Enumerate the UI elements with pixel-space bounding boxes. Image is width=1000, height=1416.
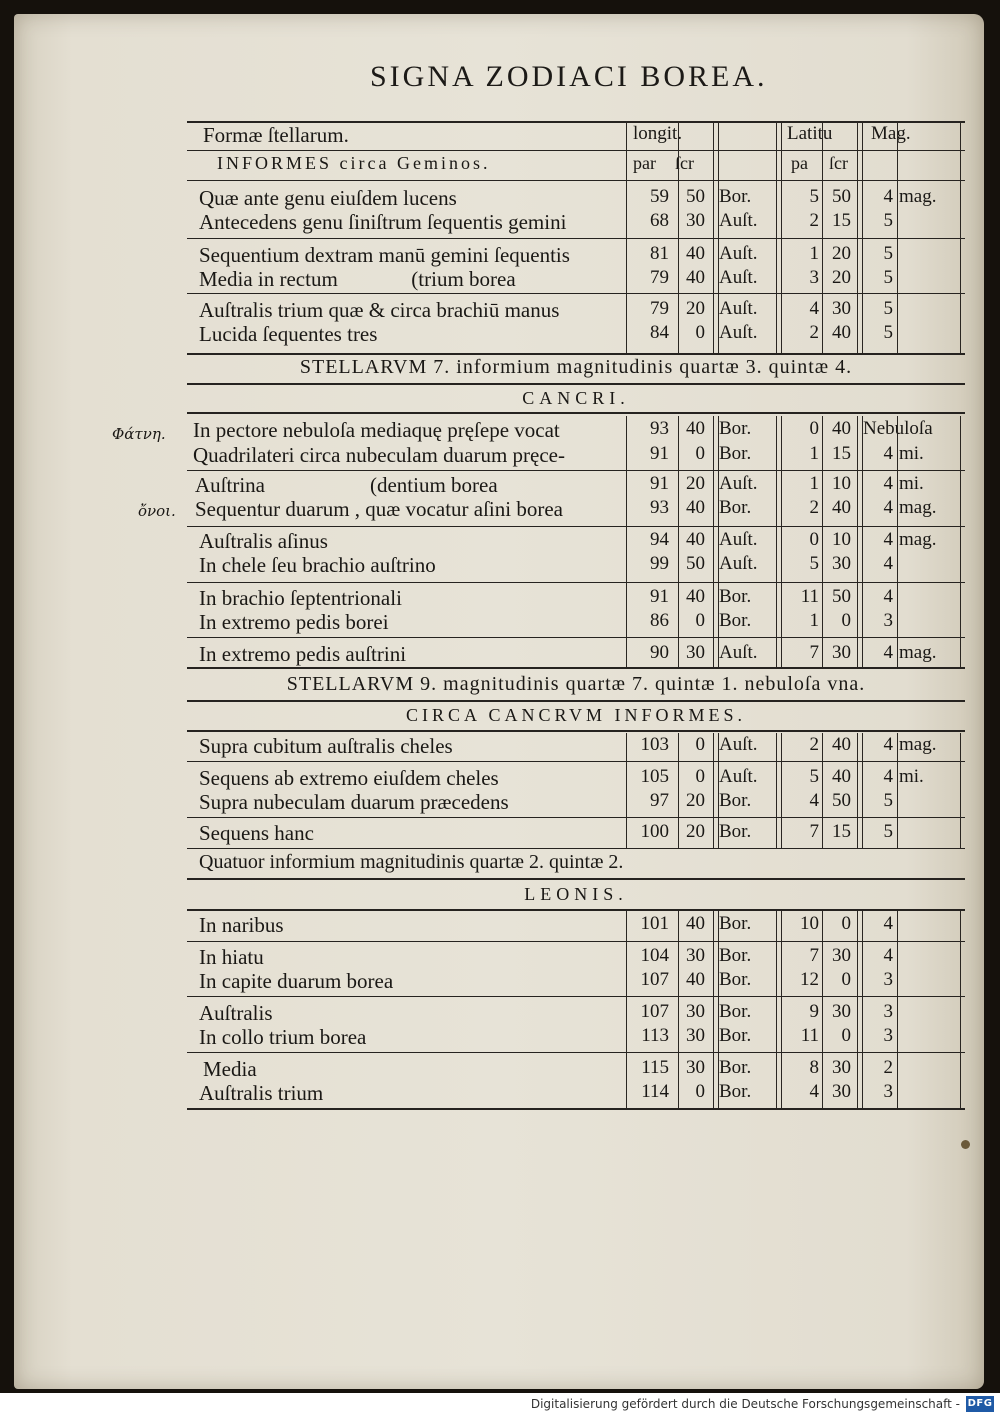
column-rule: [713, 416, 714, 667]
column-rule: [713, 911, 714, 1108]
table-row: In capite duarum borea 107 40 Bor. 12 0 3: [199, 969, 893, 993]
rule: [187, 667, 965, 669]
gemini-rows: [187, 186, 965, 356]
column-rule: [713, 121, 714, 353]
informes-heading-row: [187, 153, 965, 181]
column-rule: [776, 121, 777, 353]
summary-circa-row: [187, 851, 965, 879]
header-par: par: [633, 153, 656, 173]
summary-circa: Quatuor informium magnitudinis quartæ 2. quintæ 2.: [199, 851, 624, 873]
column-rule: [857, 121, 858, 353]
column-rule: [960, 911, 961, 1108]
table-row: Sequentium dextram manū gemini ſequentis 81 40 Auſt. 1 20 5: [199, 243, 893, 267]
dfg-logo-icon: DFG: [966, 1396, 994, 1412]
header-forma: Formæ ſtellarum.: [203, 123, 349, 147]
table-row: Auſtrina (dentium borea 91 20 Auſt. 1 10 4 mi.: [195, 473, 924, 497]
column-rule: [822, 416, 823, 667]
column-rule: [776, 416, 777, 667]
table-row: Quæ ante genu eiuſdem lucens 59 50 Bor. 5 50 4 mag.: [199, 186, 937, 210]
table-row: In chele ſeu brachio auſtrino 99 50 Auſt. 5 30 4: [199, 553, 893, 577]
column-rule: [626, 733, 627, 848]
rule: [187, 293, 965, 294]
rule: [187, 526, 965, 527]
summary-gemini-row: [187, 356, 965, 384]
column-rule: [857, 733, 858, 848]
circa-heading-row: [187, 705, 965, 731]
leonis-heading-row: [187, 884, 965, 910]
table-row: Auſtralis trium 114 0 Bor. 4 30 3: [199, 1081, 893, 1105]
header-latitu: Latitu: [787, 123, 833, 144]
rule: [187, 848, 965, 849]
column-rule: [626, 121, 627, 353]
leonis-rows: [187, 913, 965, 1113]
table-header: [187, 123, 965, 151]
rule-bottom: [187, 1108, 965, 1110]
column-rule: [960, 121, 961, 353]
table-row: Antecedens genu ſiniſtrum ſequentis gemini 68 30 Auſt. 2 15 5: [199, 210, 893, 234]
table-row: Auſtralis trium quæ & circa brachiū manus 79 20 Auſt. 4 30 5: [199, 298, 893, 322]
rule: [187, 878, 965, 880]
rule: [187, 383, 965, 385]
column-rule: [862, 121, 863, 353]
informes-heading: INFORMES circa Geminos.: [217, 153, 491, 173]
cancri-rows: [187, 418, 965, 668]
table-row: In collo trium borea 113 30 Bor. 11 0 3: [199, 1025, 893, 1049]
column-rule: [897, 121, 898, 353]
header-pa: pa: [791, 153, 808, 173]
summary-cancri-row: [187, 673, 965, 701]
rule: [187, 941, 965, 942]
table-row: Supra cubitum auſtralis cheles 103 0 Auſt. 2 40 4 mag.: [199, 734, 937, 758]
column-rule: [862, 911, 863, 1108]
table-row: Supra nubeculam duarum præcedens 97 20 Bor. 4 50 5: [199, 790, 893, 814]
table-row: In extremo pedis auſtrini 90 30 Auſt. 7 30 4 mag.: [199, 642, 937, 666]
column-rule: [857, 416, 858, 667]
summary-cancri: STELLARVM 9. magnitudinis quartæ 7. quintæ 1. nebuloſa vna.: [286, 673, 866, 695]
column-rule: [678, 911, 679, 1108]
column-rule: [718, 911, 719, 1108]
rule: [187, 761, 965, 762]
header-mag: Mag.: [871, 123, 911, 144]
rule: [187, 1052, 965, 1053]
column-rule: [857, 911, 858, 1108]
column-rule: [960, 733, 961, 848]
table-row: Auſtralis 107 30 Bor. 9 30 3: [199, 1001, 893, 1025]
table-row: Sequentur duarum , quæ vocatur aſini borea 93 40 Bor. 2 40 4 mag.: [195, 497, 937, 521]
table-row: In hiatu 104 30 Bor. 7 30 4: [199, 945, 893, 969]
column-rule: [626, 911, 627, 1108]
column-rule: [781, 733, 782, 848]
column-rule: [822, 733, 823, 848]
rule-header: [187, 150, 965, 151]
table-row: Media in rectum (trium borea 79 40 Auſt. 3 20 5: [199, 267, 893, 291]
leonis-heading: LEONIS.: [524, 884, 628, 904]
rule: [187, 730, 965, 732]
rule: [187, 353, 965, 355]
column-rule: [718, 416, 719, 667]
table-row: Quadrilateri circa nubeculam duarum pręce- 91 0 Bor. 1 15 4 mi.: [193, 443, 924, 467]
rule: [187, 637, 965, 638]
header-longit: longit.: [633, 123, 683, 144]
header-scr2: ſcr: [829, 153, 848, 173]
column-rule: [822, 121, 823, 353]
rule: [187, 412, 965, 414]
table-row: Auſtralis aſinus 94 40 Auſt. 0 10 4 mag.: [199, 529, 937, 553]
rule: [187, 996, 965, 997]
rule: [187, 817, 965, 818]
column-rule: [718, 733, 719, 848]
column-rule: [897, 733, 898, 848]
table-row: In extremo pedis borei 86 0 Bor. 1 0 3: [199, 610, 893, 634]
column-rule: [781, 416, 782, 667]
column-rule: [897, 416, 898, 667]
table-row: In brachio ſeptentrionali 91 40 Bor. 11 50 4: [199, 586, 893, 610]
circa-heading: CIRCA CANCRVM INFORMES.: [405, 705, 747, 725]
summary-gemini: STELLARVM 7. informium magnitudinis quartæ 3. quintæ 4.: [299, 356, 853, 378]
margin-note-phatne: Φάτνη.: [112, 425, 166, 443]
table-row: Media 115 30 Bor. 8 30 2: [203, 1057, 893, 1081]
rule: [187, 582, 965, 583]
rule: [187, 700, 965, 702]
circa-rows: [187, 734, 965, 844]
footer-text: Digitalisierung gefördert durch die Deutsche Forschungsgemeinschaft -: [530, 1397, 960, 1411]
column-rule: [776, 911, 777, 1108]
column-rule: [678, 416, 679, 667]
column-rule: [862, 416, 863, 667]
cancri-heading: CANCRI.: [522, 388, 630, 408]
page-title: SIGNA ZODIACI BOREA.: [370, 60, 768, 93]
column-rule: [678, 121, 679, 353]
cancri-heading-row: [187, 388, 965, 414]
margin-note-onoi: ὄνοι.: [138, 502, 176, 520]
table-row: Sequens ab extremo eiuſdem cheles 105 0 Auſt. 5 40 4 mi.: [199, 766, 924, 790]
table-row: In naribus 101 40 Bor. 10 0 4: [199, 913, 893, 937]
footer-bar: [0, 1393, 1000, 1416]
column-rule: [781, 911, 782, 1108]
column-rule: [781, 121, 782, 353]
column-rule: [713, 733, 714, 848]
table-row: Lucida ſequentes tres 84 0 Auſt. 2 40 5: [199, 322, 893, 346]
rule: [187, 238, 965, 239]
rule: [187, 909, 965, 911]
column-rule: [862, 733, 863, 848]
column-rule: [776, 733, 777, 848]
header-scr: ſcr: [675, 153, 694, 173]
paper-stain: [961, 1140, 970, 1149]
column-rule: [718, 121, 719, 353]
rule: [187, 470, 965, 471]
column-rule: [822, 911, 823, 1108]
table-row: In pectore nebuloſa mediaquę pręſepe vocat 93 40 Bor. 0 40 Nebuloſa: [193, 418, 933, 442]
column-rule: [897, 911, 898, 1108]
table-row: Sequens hanc 100 20 Bor. 7 15 5: [199, 821, 893, 845]
column-rule: [960, 416, 961, 667]
column-rule: [626, 416, 627, 667]
rule-informes: [187, 180, 965, 181]
column-rule: [678, 733, 679, 848]
